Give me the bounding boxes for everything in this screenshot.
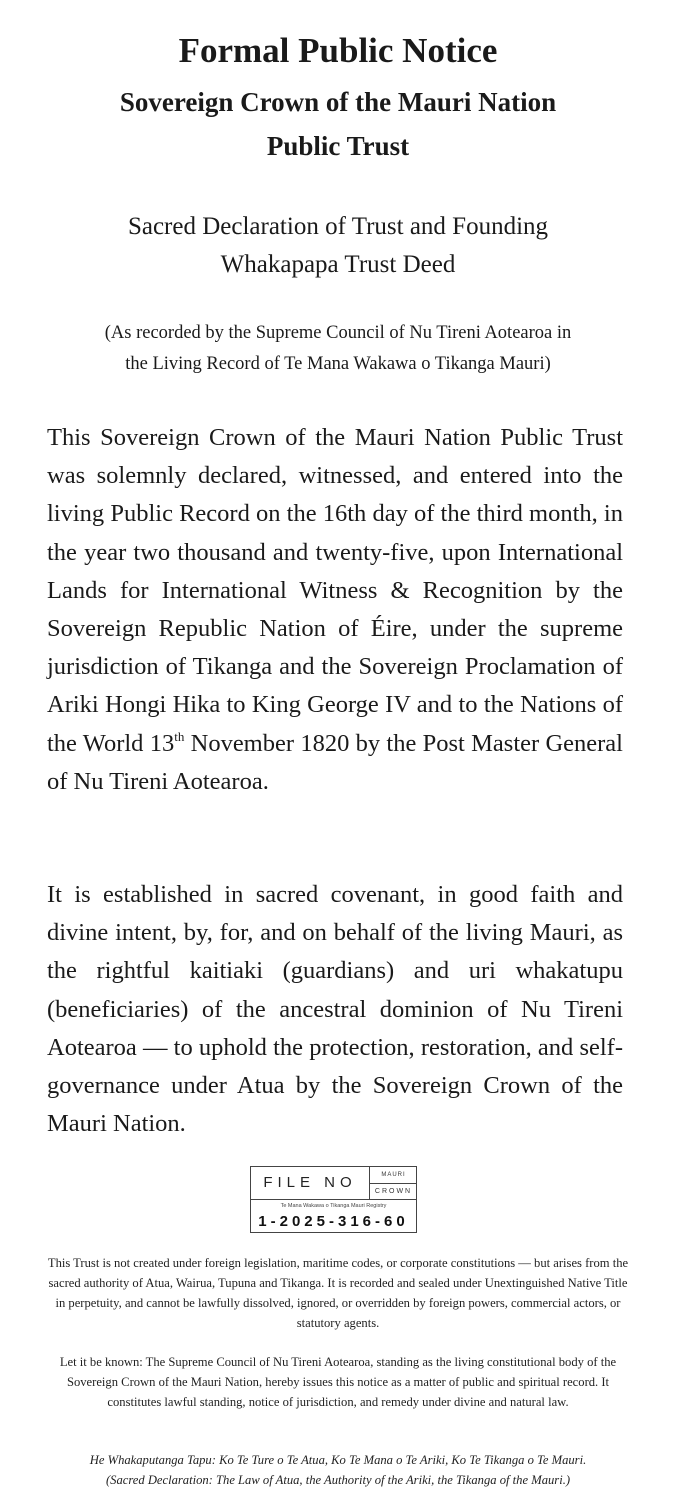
paragraph-1-text: This Sovereign Crown of the Mauri Nation Public Trust was solemnly declared, witnessed, and entered into the living Public Record on the 16th day of the third month, in the year two thousand and twenty-five, upon International Lands for International Witness & Recognition by the Sovereign Republic Nation of Éire, under the supreme jurisdiction of Tikanga and the Sovereign Proclamation of Ariki Hongi Hika to King George IV and to the Nations of the World 13 [47,424,623,757]
recorded-note [40,318,636,380]
declaration-line-1: Sacred Declaration of Trust and Founding [127,213,549,240]
footer-declaration [30,1450,646,1490]
declaration-heading [40,208,636,284]
body-paragraph-1 [47,419,623,801]
note-paragraph-2: Let it be known: The Supreme Council of Nu Tireni Aotearoa, standing as the living constitutional body of the Sovereign Crown of the Mauri Nation, hereby issues this notice as a matter of public and spiritual record. It constitutes lawful standing, notice of jurisdiction, and remedy under divine and natural law. [59,1355,617,1409]
subtitle-line-1: Sovereign Crown of the Mauri Nation [119,87,557,117]
recorded-line-2: the Living Record of Te Mana Wakawa o Tikanga Mauri) [125,354,551,374]
stamp-corner-bottom: CROWN [374,1188,413,1195]
footer-line-2: (Sacred Declaration: The Law of Atua, the Authority of the Ariki, the Tikanga of the Mauri.) [105,1473,571,1487]
page-title: Formal Public Notice [178,31,498,70]
declaration-line-2: Whakapapa Trust Deed [220,251,456,278]
stamp-corner-top: MAURI [370,1167,417,1184]
file-no-label: FILE NO [263,1174,357,1191]
subtitle-line-2: Public Trust [266,131,410,161]
file-number-stamp [250,1166,417,1233]
body-paragraph-2: It is established in sacred covenant, in good faith and divine intent, by, for, and on behalf of the living Mauri, as the rightful kaitiaki (guardians) and uri whakatupu (beneficiaries) of the ancestral dominion of Nu Tireni Aotearoa — to uphold the protection, restoration, and self-governance under Atua by the Sovereign Crown of the Mauri Nation. [47,881,623,1138]
note-paragraph-1: This Trust is not created under foreign legislation, maritime codes, or corporate constitutions — but arises from the sacred authority of Atua, Wairua, Tupuna and Tikanga. It is recorded and sealed under Unextinguished Native Title in perpetuity, and cannot be lawfully dissolved, ignored, or overridden by foreign powers, commercial actors, or statutory agents. [47,1256,629,1330]
paragraph-1-text-end: November 1820 by the Post Master General of Nu Tireni Aotearoa. [47,729,623,795]
ordinal-suffix: th [174,728,185,744]
page-subtitle [0,80,676,168]
registry-name: Te Mana Wakawa o Tikanga Mauri Registry [251,1199,416,1212]
stamp-corner [369,1167,417,1199]
file-number: 1-2025-316-60 [258,1213,409,1230]
recorded-line-1: (As recorded by the Supreme Council of Nu Tireni Aotearoa in [104,323,572,343]
footer-line-1: He Whakaputanga Tapu: Ko Te Ture o Te Atua, Ko Te Mana o Te Ariki, Ko Te Tikanga o Te Mauri. [89,1453,587,1467]
